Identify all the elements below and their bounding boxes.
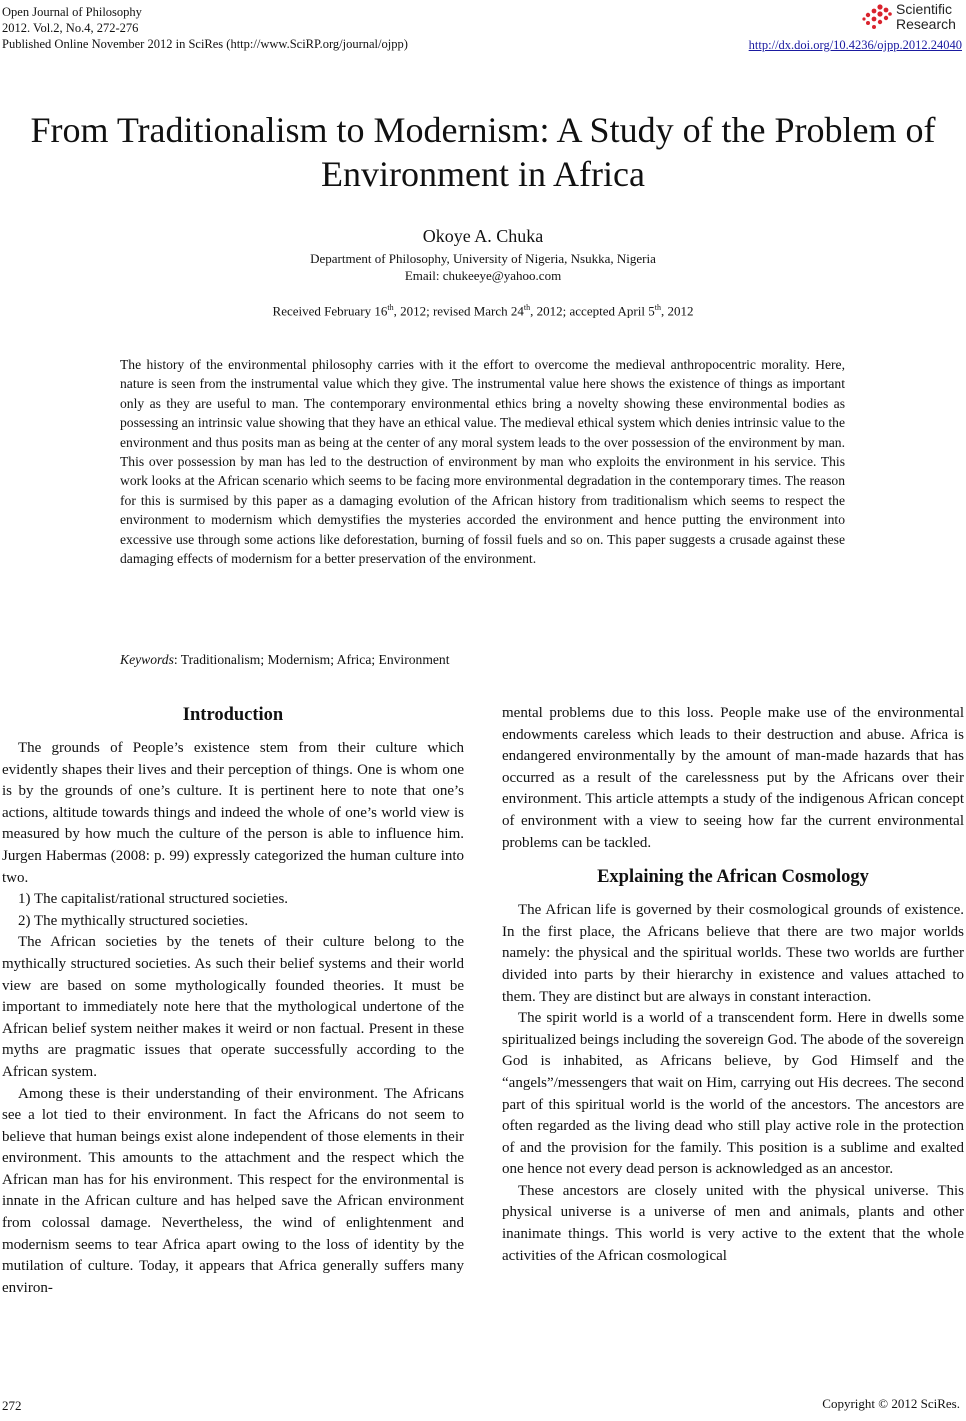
abstract: The history of the environmental philosophy carries with it the effort to overcome the medieval anthropocentric morality. Here, nature is seen from the instrumental value which they give. The instrumental value here shows the existence of things as important only as they are useful to man. The contemporary environmental ethics bring a novelty showing these environmental bodies as possessing an intrinsic value showing that they have an ethical value. The medieval ethical system which denies intrinsic value to the environment and thus posits man as being at the center of any moral system leads to the over possession of the environment by man. This over possession by man has led to the destruction of environment by man who exploits the environment in his service. This work looks at the African scenario which seems to be facing more environmental degradation in the contemporary times. The reason for this is surmised by this paper as a damaging evolution of the African history from traditionalism which seems to respect the environment to modernism which demystifies the mysteries accorded the environment and hence putting the environment into excessive use through some actions like deforestation, burning of fossil fuels and so on. This paper suggests a crusade against these damaging effects of modernism for a better preservation of the environment. xyxy=(120,357,845,567)
scientific-research-logo-icon xyxy=(862,4,894,32)
logo-line2: Research xyxy=(896,16,956,32)
received-sup2: th xyxy=(523,303,531,312)
received-dates xyxy=(0,303,966,319)
keywords-label: Keywords xyxy=(120,652,174,667)
paper-title-line2: Environment in Africa xyxy=(321,154,645,194)
body-paragraph: Among these is their understanding of their environment. The Africans see a lot tied to their environment. In fact the Africans do not seem to believe that human beings exist alone independent of those elements in their environment. This amounts to the attachment and the respect which the African man has for his environment. This respect for the environmental is innate in the African culture and has helped save the African environment from colossal damage. Nevertheless, the wind of enlightenment and modernism seems to tear Africa apart owing to the loss of identity by the mutilation of culture. Today, it appears that Africa generally suffers many environ- xyxy=(2,1085,464,1296)
journal-name: Open Journal of Philosophy xyxy=(2,5,142,19)
scientific-research-logo xyxy=(862,2,962,34)
body-column-right xyxy=(502,703,964,1267)
received-part1: Received February 16 xyxy=(272,303,388,319)
copyright: Copyright © 2012 SciRes. xyxy=(822,1396,960,1411)
body-paragraph: mental problems due to this loss. People make use of the environmental endowments careless which leads to their destruction and abuse. Africa is endangered environmentally by the amount of man-made hazards that has occurred as a result of the carelessness put by the Africans over their environment. This article attempts a study of the indigenous African concept of environment with a view to seeing how far the current environmental problems can be tackled. xyxy=(502,705,964,851)
paper-title xyxy=(0,108,966,196)
body-column-left xyxy=(2,703,464,1299)
body-paragraph: The spirit world is a world of a transcendent form. Here in dwells some spiritualized beings including the sovereign God. The abode of the sovereign God is inhabited, as Africans believe, by God Himself and the “angels”/messengers that wait on Him, carrying out His decrees. The second part of this spiritual world is the world of the ancestors. The ancestors are often regarded as the living dead who still play active role in the protection of and the provision for the family. This position is a sublime and exalted one hence not every dead person is acknowledged as an ancestor. xyxy=(502,1010,964,1178)
logo-text xyxy=(896,2,956,32)
journal-header xyxy=(2,4,408,52)
received-part3: , 2012; accepted April 5 xyxy=(530,303,655,319)
body-paragraph: The African life is governed by their cosmological grounds of existence. In the first place, the Africans believe that there are two major worlds namely: the physical and the spiritual worlds. These two worlds are further divided into parts by their hierarchy in existence and values attached to them. They are distinct but are always in constant interaction. xyxy=(502,902,964,1005)
author-name: Okoye A. Chuka xyxy=(422,226,544,246)
section-heading-introduction: Introduction xyxy=(182,705,284,725)
received-sup1: th xyxy=(387,303,394,312)
journal-published: Published Online November 2012 in SciRes (http://www.SciRP.org/journal/ojpp) xyxy=(2,37,408,51)
received-part4: , 2012 xyxy=(660,303,694,319)
list-item: 1) The capitalist/rational structured societies. xyxy=(18,891,289,908)
logo-line1: Scientific xyxy=(896,1,953,17)
section-heading-african-cosmology: Explaining the African Cosmology xyxy=(597,867,869,888)
author-email: Email: chukeeye@yahoo.com xyxy=(404,268,562,283)
journal-volume: 2012. Vol.2, No.4, 272-276 xyxy=(2,21,139,35)
doi-link[interactable]: http://dx.doi.org/10.4236/ojpp.2012.24040 xyxy=(748,38,962,52)
keywords xyxy=(120,652,450,668)
paper-title-line1: From Traditionalism to Modernism: A Study of the Problem of xyxy=(30,110,936,150)
keywords-list: : Traditionalism; Modernism; Africa; Environment xyxy=(173,652,450,667)
affiliation: Department of Philosophy, University of Nigeria, Nsukka, Nigeria xyxy=(310,251,656,266)
body-paragraph: The grounds of People’s existence stem from their culture which evidently shapes their lives and their perception of things. One is whom one is by the grounds of one’s culture. It is pertinent here to note that one’s actions, altitude towards things and indeed the whole of one’s world view is measured by how much the culture of the person is able to influence him. Jurgen Habermas (2008: p. 99) expressly categorized the human culture into two. xyxy=(2,740,464,886)
body-paragraph: The African societies by the tenets of their culture belong to the mythically structured societies. As such their belief systems and their world view are based on some mythologically founded theories. It must be important to immediately note here that the mythological undertone of the African belief system neither makes it weird or non factual. Present in these myths are pragmatic issues that operate successfully according to the African system. xyxy=(2,934,464,1080)
received-sup3: th xyxy=(654,303,661,312)
page-number: 272 xyxy=(2,1398,22,1413)
author-affiliation-block xyxy=(0,250,966,284)
body-paragraph: These ancestors are closely united with the physical universe. This physical universe is a universe of men and animals, plants and other inanimate things. This world is very active to the extent that the whole activities of the African cosmological xyxy=(502,1182,964,1264)
list-item: 2) The mythically structured societies. xyxy=(18,912,249,929)
received-part2: , 2012; revised March 24 xyxy=(393,303,524,319)
